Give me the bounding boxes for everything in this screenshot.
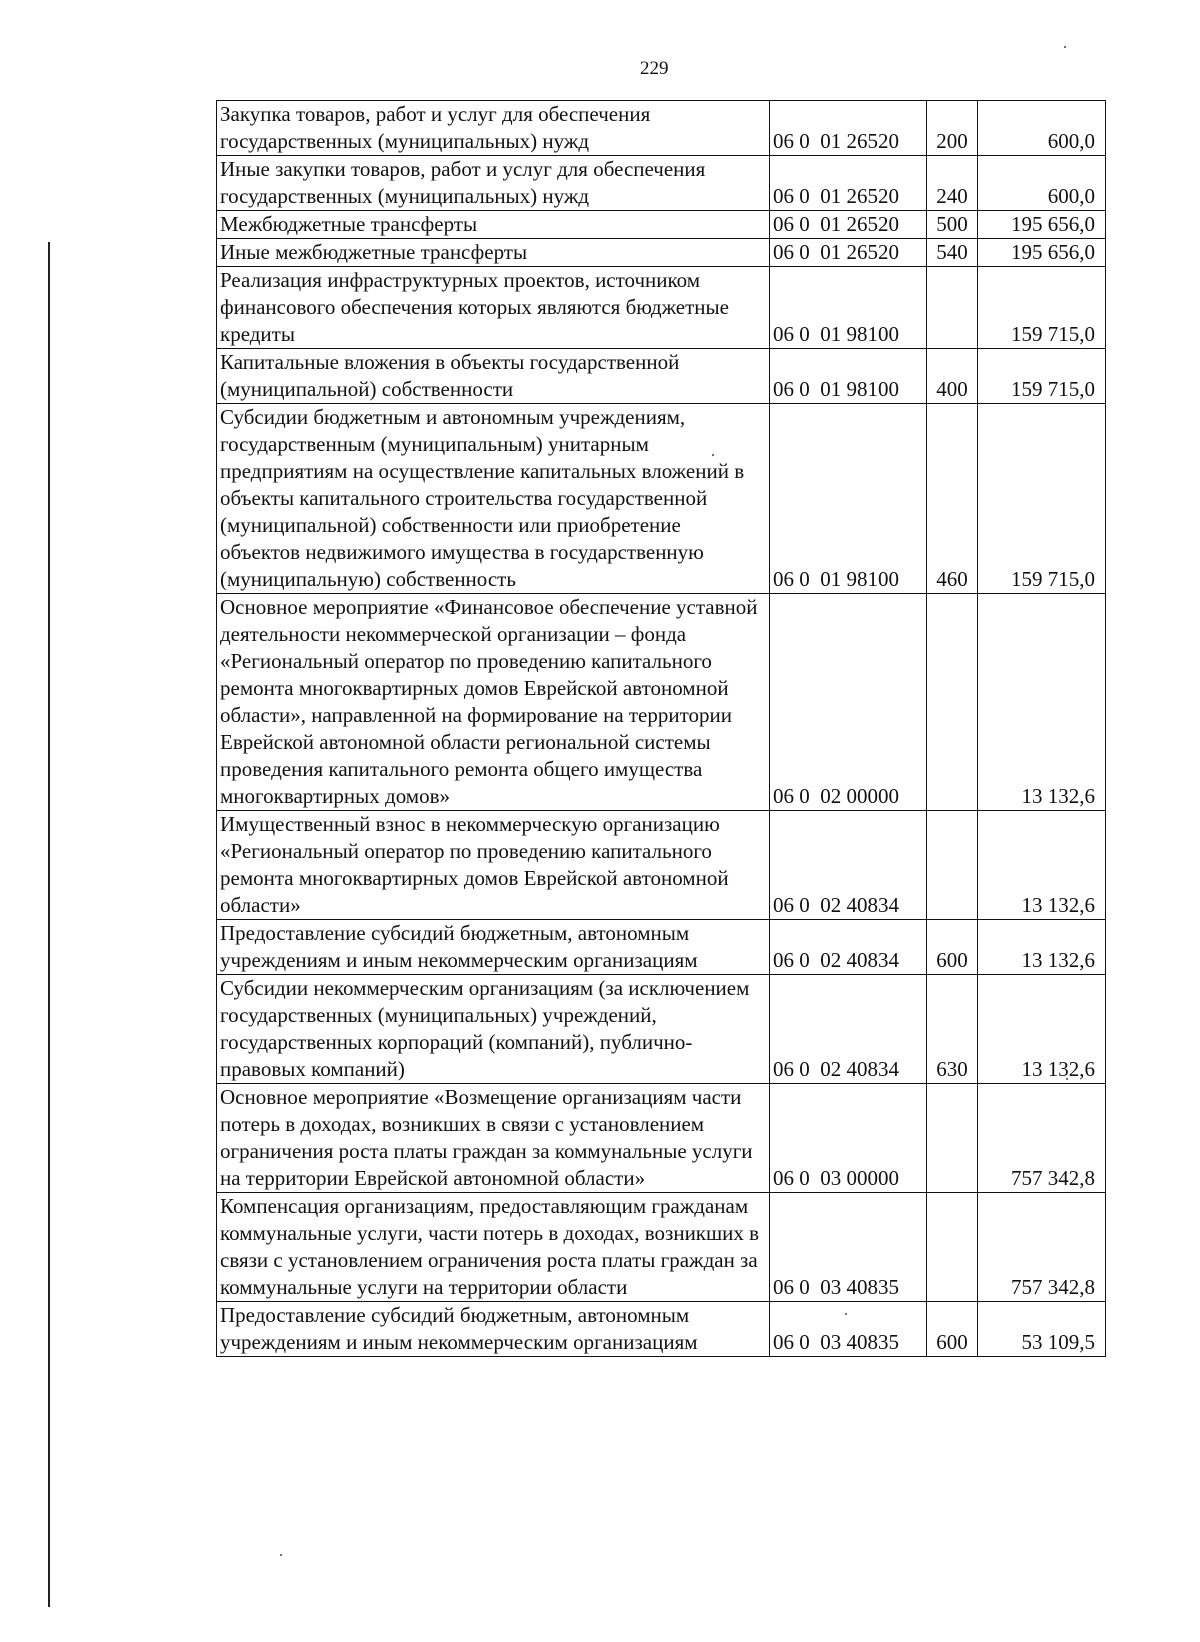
- row-expense-type-cell: 630: [927, 975, 978, 1084]
- row-name-cell: Субсидии бюджетным и автономным учреждениям, государственным (муниципальным) унитарным предприятиям на осуществление капитальных вложений в объекты капитального строительства государственной (муниципальной) собственности или приобретение объектов недвижимого имущества в государственную (муниципальную) собственность: [217, 404, 770, 594]
- row-amount-cell: 757 342,8: [978, 1084, 1106, 1193]
- row-amount-cell: 13 132,6: [978, 811, 1106, 920]
- row-name-cell: Предоставление субсидий бюджетным, автономным учреждениям и иным некоммерческим организациям: [217, 1302, 770, 1357]
- table-row: [217, 1084, 1106, 1193]
- row-expense-type-cell: 540: [927, 239, 978, 267]
- row-code-cell: 06 0 02 40834: [770, 920, 927, 975]
- budget-table: [216, 100, 1106, 1357]
- row-name-cell: Реализация инфраструктурных проектов, источником финансового обеспечения которых являются бюджетные кредиты: [217, 267, 770, 349]
- row-code-cell: 06 0 01 26520: [770, 156, 927, 211]
- table-row: [217, 349, 1106, 404]
- row-name-cell: Имущественный взнос в некоммерческую организацию «Региональный оператор по проведению капитального ремонта многоквартирных домов Еврейской автономной области»: [217, 811, 770, 920]
- table-row: [217, 1302, 1106, 1357]
- table-row: [217, 156, 1106, 211]
- row-amount-cell: 159 715,0: [978, 267, 1106, 349]
- table-row: [217, 267, 1106, 349]
- scan-speck: [1064, 46, 1066, 48]
- table-row: [217, 920, 1106, 975]
- row-amount-cell: 159 715,0: [978, 349, 1106, 404]
- table-row: [217, 811, 1106, 920]
- row-expense-type-cell: 400: [927, 349, 978, 404]
- row-name-cell: Предоставление субсидий бюджетным, автономным учреждениям и иным некоммерческим организациям: [217, 920, 770, 975]
- row-expense-type-cell: [927, 1084, 978, 1193]
- row-expense-type-cell: [927, 811, 978, 920]
- table-row: [217, 211, 1106, 239]
- row-expense-type-cell: 500: [927, 211, 978, 239]
- row-name-cell: Иные закупки товаров, работ и услуг для обеспечения государственных (муниципальных) нужд: [217, 156, 770, 211]
- row-code-cell: 06 0 01 98100: [770, 404, 927, 594]
- table-row: [217, 239, 1106, 267]
- row-amount-cell: 195 656,0: [978, 211, 1106, 239]
- row-expense-type-cell: 600: [927, 1302, 978, 1357]
- row-expense-type-cell: [927, 594, 978, 811]
- row-name-cell: Иные межбюджетные трансферты: [217, 239, 770, 267]
- row-amount-cell: 13 132,6: [978, 975, 1106, 1084]
- row-name-cell: Закупка товаров, работ и услуг для обеспечения государственных (муниципальных) нужд: [217, 101, 770, 156]
- row-expense-type-cell: 200: [927, 101, 978, 156]
- row-name-cell: Капитальные вложения в объекты государственной (муниципальной) собственности: [217, 349, 770, 404]
- row-amount-cell: 53 109,5: [978, 1302, 1106, 1357]
- row-amount-cell: 159 715,0: [978, 404, 1106, 594]
- scan-edge-line: [48, 242, 50, 1607]
- row-amount-cell: 13 132,6: [978, 920, 1106, 975]
- row-code-cell: 06 0 03 40835: [770, 1302, 927, 1357]
- row-code-cell: 06 0 01 26520: [770, 239, 927, 267]
- row-expense-type-cell: 240: [927, 156, 978, 211]
- row-expense-type-cell: [927, 267, 978, 349]
- row-name-cell: Компенсация организациям, предоставляющим гражданам коммунальные услуги, части потерь в доходах, возникших в связи с установлением ограничения роста платы граждан за коммунальные услуги на территории области: [217, 1193, 770, 1302]
- row-name-cell: Субсидии некоммерческим организациям (за исключением государственных (муниципальных) учреждений, государственных корпораций (компаний), публично-правовых компаний): [217, 975, 770, 1084]
- table-row: [217, 1193, 1106, 1302]
- row-expense-type-cell: 600: [927, 920, 978, 975]
- budget-table-body: [217, 101, 1106, 1357]
- row-expense-type-cell: 460: [927, 404, 978, 594]
- row-code-cell: 06 0 02 00000: [770, 594, 927, 811]
- row-code-cell: 06 0 01 26520: [770, 211, 927, 239]
- row-code-cell: 06 0 02 40834: [770, 811, 927, 920]
- row-amount-cell: 600,0: [978, 156, 1106, 211]
- table-row: [217, 975, 1106, 1084]
- row-expense-type-cell: [927, 1193, 978, 1302]
- row-name-cell: Межбюджетные трансферты: [217, 211, 770, 239]
- table-row: [217, 101, 1106, 156]
- row-amount-cell: 600,0: [978, 101, 1106, 156]
- scan-speck: [280, 1554, 282, 1556]
- row-code-cell: 06 0 01 98100: [770, 349, 927, 404]
- row-amount-cell: 757 342,8: [978, 1193, 1106, 1302]
- row-code-cell: 06 0 01 26520: [770, 101, 927, 156]
- table-row: [217, 404, 1106, 594]
- row-code-cell: 06 0 01 98100: [770, 267, 927, 349]
- row-amount-cell: 195 656,0: [978, 239, 1106, 267]
- table-row: [217, 594, 1106, 811]
- page-number: 229: [640, 58, 669, 79]
- row-name-cell: Основное мероприятие «Финансовое обеспечение уставной деятельности некоммерческой организации – фонда «Региональный оператор по проведению капитального ремонта многоквартирных домов Еврейской автономной области», направленной на формирование на территории Еврейской автономной области региональной системы проведения капитального ремонта общего имущества многоквартирных домов»: [217, 594, 770, 811]
- row-amount-cell: 13 132,6: [978, 594, 1106, 811]
- row-code-cell: 06 0 03 00000: [770, 1084, 927, 1193]
- row-code-cell: 06 0 02 40834: [770, 975, 927, 1084]
- row-name-cell: Основное мероприятие «Возмещение организациям части потерь в доходах, возникших в связи с установлением ограничения роста платы граждан за коммунальные услуги на территории Еврейской автономной области»: [217, 1084, 770, 1193]
- row-code-cell: 06 0 03 40835: [770, 1193, 927, 1302]
